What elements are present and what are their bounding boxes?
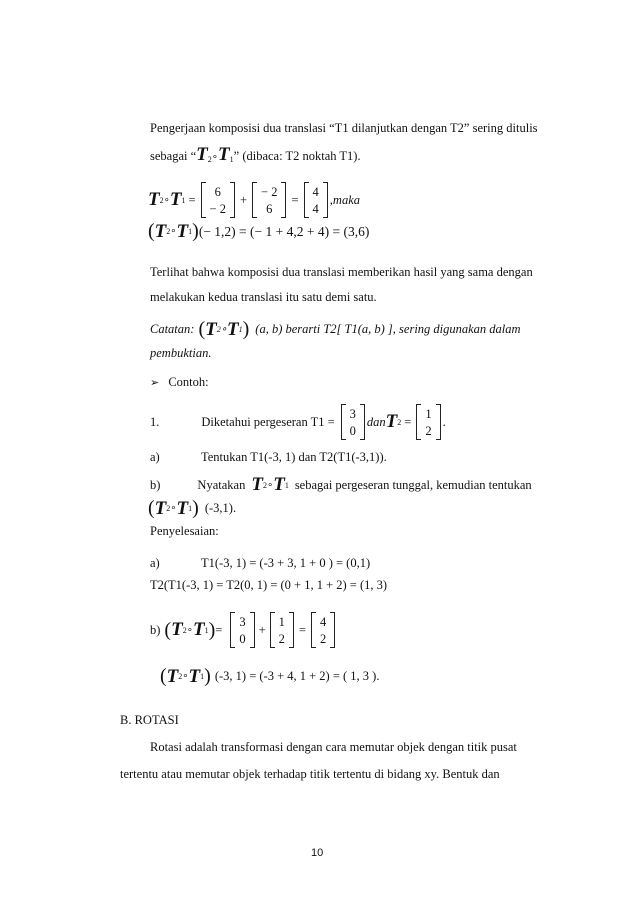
item-1-text: Diketahui pergeseran T1 = [201, 414, 335, 429]
matrix-cell: 0 [349, 423, 356, 438]
circ-operator: ∘ [186, 624, 193, 636]
matrix-sol-3 [311, 612, 335, 648]
t-symbol: T [385, 411, 398, 432]
circ-operator: ∘ [266, 479, 274, 491]
circ-operator: ∘ [220, 324, 227, 335]
contoh-heading [150, 375, 209, 390]
solution-a-label: a) [150, 556, 160, 570]
t-symbol: T [176, 497, 189, 519]
t-symbol: T [176, 220, 189, 242]
item-1-number: 1. [150, 414, 160, 429]
matrix-1 [201, 182, 235, 218]
sub-1: 1 [284, 480, 289, 490]
item-a-text: Tentukan T1(-3, 1) dan T2(T1(-3,1)). [201, 450, 387, 464]
equation-1-result: (− 1,2) = (− 1 + 4,2 + 4) = (3,6) [198, 223, 370, 239]
equation-1 [148, 180, 360, 220]
sub-2: 2 [178, 672, 183, 681]
penyelesaian-heading: Penyelesaian: [150, 524, 219, 538]
matrix-cell: 6 [266, 201, 273, 216]
intro-line-2-end: ” (dibaca: T2 noktah T1). [233, 149, 361, 163]
matrix-t2 [416, 404, 440, 440]
t-symbol: T [192, 619, 205, 640]
equals-sign: = [291, 192, 299, 207]
equation-1-line-2 [148, 220, 369, 243]
item-b-line-2 [148, 497, 236, 520]
catatan-line-2: pembuktian. [150, 346, 212, 360]
t-symbol: T [154, 497, 167, 519]
equals-sign: = [298, 622, 306, 637]
sub-1: 1 [204, 625, 209, 635]
matrix-cell: 4 [312, 184, 319, 199]
t-symbol: T [196, 144, 208, 165]
sub-2: 2 [262, 480, 267, 490]
solution-a [150, 556, 371, 571]
sub-1: 1 [238, 325, 243, 334]
section-heading-rotasi: B. ROTASI [120, 713, 179, 727]
terlihat-line-1: Terlihat bahwa komposisi dua translasi memberikan hasil yang sama dengan [150, 265, 533, 279]
sub-2: 2 [397, 417, 402, 427]
left-paren: ( [148, 497, 155, 519]
sub-2: 2 [182, 625, 187, 635]
item-b-text-start: Nyatakan [197, 477, 246, 492]
sub-1: 1 [188, 227, 193, 236]
sub-1: 1 [188, 504, 193, 513]
intro-line-2 [150, 144, 361, 166]
t-symbol: T [154, 220, 167, 242]
solution-b [150, 610, 337, 650]
item-a-label: a) [150, 450, 160, 464]
rotasi-line-2: tertentu atau memutar objek terhadap titik tertentu di bidang xy. Bentuk dan [120, 767, 500, 781]
page-number: 10 [311, 847, 324, 859]
terlihat-line-2: melakukan kedua translasi itu satu demi satu. [150, 290, 377, 304]
t-symbol: T [148, 189, 160, 210]
circ-operator: ∘ [170, 226, 177, 237]
right-paren: ) [204, 665, 211, 687]
sub-1: 1 [181, 195, 186, 205]
plus-sign: + [239, 192, 248, 207]
circ-operator: ∘ [170, 503, 177, 514]
matrix-cell: 0 [239, 631, 246, 646]
left-paren: ( [160, 665, 167, 687]
item-b [150, 474, 532, 496]
sub-2: 2 [166, 227, 171, 236]
dan-text: dan [366, 414, 386, 429]
intro-line-1: Pengerjaan komposisi dua translasi “T1 dilanjutkan dengan T2” sering ditulis [150, 121, 538, 135]
item-a [150, 450, 387, 465]
matrix-sol-1 [230, 612, 254, 648]
right-paren: ) [242, 318, 250, 340]
t-symbol: T [171, 619, 183, 640]
sub-1: 1 [200, 672, 205, 681]
sub-2: 2 [207, 155, 212, 164]
circ-operator: ∘ [163, 194, 170, 206]
t-symbol: T [227, 318, 239, 340]
matrix-t1 [341, 404, 365, 440]
catatan-line-1 [150, 318, 521, 341]
solution-a-line-2: T2(T1(-3, 1) = T2(0, 1) = (0 + 1, 1 + 2) = (1, 3) [150, 578, 388, 592]
item-b-label: b) [150, 477, 161, 492]
right-paren: ) [208, 618, 216, 641]
matrix-cell: − 2 [261, 184, 278, 199]
equals-sign: = [188, 192, 196, 207]
sub-1: 1 [229, 155, 234, 164]
matrix-cell: 4 [312, 201, 319, 216]
plus-sign: + [258, 622, 266, 637]
t-symbol: T [169, 189, 182, 210]
period: . [442, 414, 446, 429]
contoh-label: Contoh: [168, 375, 209, 389]
t-symbol: T [166, 665, 179, 687]
solution-b-final [160, 665, 379, 688]
matrix-cell: 1 [278, 614, 285, 629]
matrix-sol-2 [270, 612, 294, 648]
sub-2: 2 [166, 504, 171, 513]
t-symbol: T [205, 318, 217, 340]
matrix-cell: 3 [239, 614, 246, 629]
solution-a-line-1: T1(-3, 1) = (-3 + 3, 1 + 0 ) = (0,1) [201, 556, 371, 570]
item-b-point: (-3,1). [204, 501, 237, 515]
matrix-cell: 6 [214, 184, 221, 199]
equals-sign: = [215, 622, 223, 637]
matrix-cell: 2 [278, 631, 285, 646]
left-paren: ( [148, 220, 155, 242]
matrix-cell: − 2 [209, 201, 226, 216]
matrix-cell: 1 [425, 406, 432, 421]
matrix-cell: 2 [319, 631, 327, 646]
right-paren: ) [192, 497, 199, 519]
t-symbol: T [273, 474, 285, 495]
t-symbol: T [251, 474, 263, 495]
matrix-cell: 2 [425, 423, 432, 438]
equals-sign: = [404, 414, 412, 429]
composition-symbol [196, 144, 234, 165]
left-paren: ( [198, 318, 206, 340]
t-symbol: T [188, 665, 201, 687]
maka-text: ,maka [329, 192, 360, 207]
item-b-text-end: sebagai pergeseran tunggal, kemudian tentukan [294, 477, 532, 492]
matrix-cell: 3 [349, 406, 356, 421]
arrow-bullet-icon: ➢ [150, 376, 160, 389]
solution-b-label: b) [150, 622, 161, 637]
circ-operator: ∘ [211, 152, 219, 163]
circ-operator: ∘ [182, 671, 189, 682]
rotasi-line-1: Rotasi adalah transformasi dengan cara memutar objek dengan titik pusat [150, 740, 517, 754]
catatan-label: Catatan: [150, 322, 195, 336]
matrix-2 [252, 182, 286, 218]
catatan-text: (a, b) berarti T2[ T1(a, b) ], sering digunakan dalam [255, 322, 521, 336]
item-1 [150, 402, 446, 442]
sub-2: 2 [216, 325, 221, 334]
left-paren: ( [164, 618, 172, 641]
matrix-cell: 4 [319, 614, 327, 629]
intro-line-2-start: sebagai “ [150, 149, 197, 163]
matrix-3 [304, 182, 328, 218]
t-symbol: T [218, 144, 230, 165]
solution-b-result: (-3, 1) = (-3 + 4, 1 + 2) = ( 1, 3 ). [214, 669, 380, 683]
sub-2: 2 [159, 195, 164, 205]
right-paren: ) [192, 220, 199, 242]
